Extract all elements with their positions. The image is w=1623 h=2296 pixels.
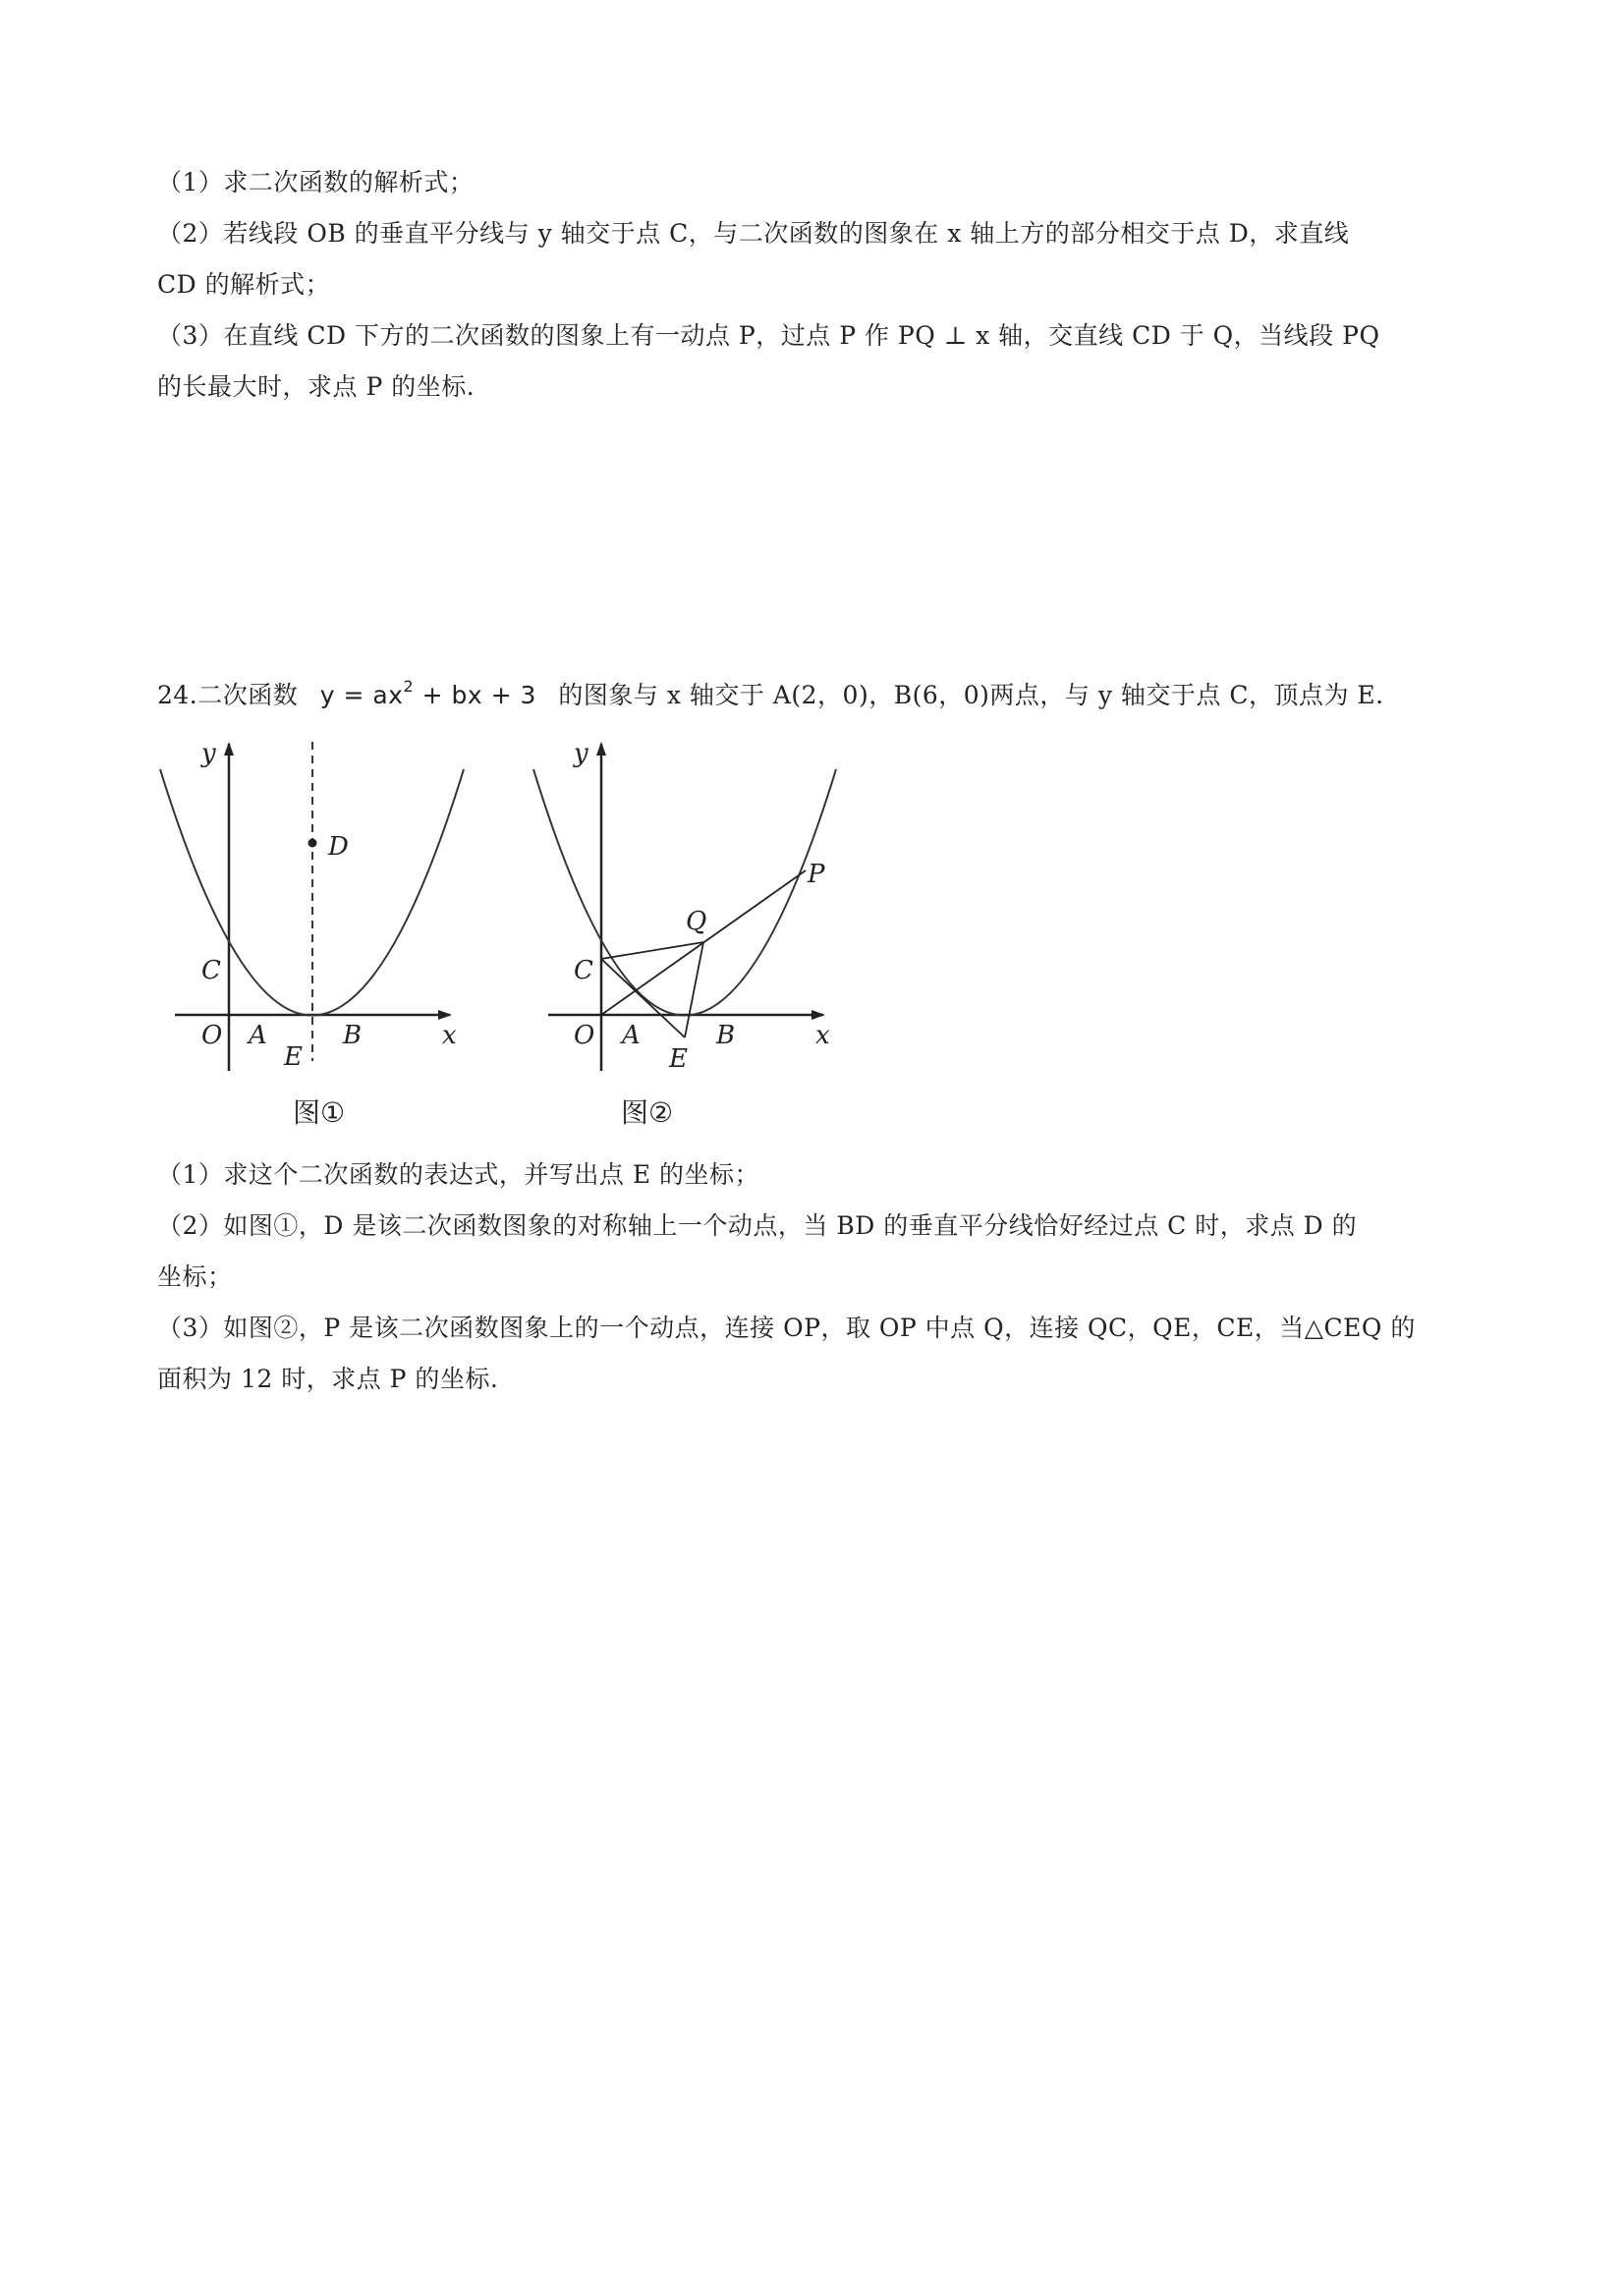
label-e: E	[669, 1044, 688, 1074]
quadratic-formula	[319, 677, 536, 709]
label-o: O	[201, 1021, 223, 1050]
prev-q2-line2: CD 的解析式；	[157, 270, 331, 299]
segment-qe	[685, 942, 703, 1037]
label-x: x	[442, 1021, 457, 1050]
prev-q3-line2: 的长最大时，求点 P 的坐标.	[157, 372, 476, 401]
label-d: D	[328, 832, 349, 862]
label-a: A	[249, 1021, 267, 1050]
label-p: P	[808, 860, 825, 889]
figure-1-caption: 图①	[293, 1096, 346, 1129]
figure-1	[147, 727, 481, 1140]
figure-2-caption: 图②	[621, 1096, 674, 1129]
label-a: A	[622, 1021, 641, 1050]
formula-exponent: 2	[403, 677, 415, 696]
stem-prefix: 24.二次函数	[157, 681, 299, 709]
problem-24-stem	[157, 678, 1384, 713]
prev-q3-line1: （3）在直线 CD 下方的二次函数的图象上有一动点 P，过点 P 作 PQ ⊥ x 轴，交直线 CD 于 Q，当线段 PQ	[157, 321, 1380, 350]
segment-qc	[601, 942, 703, 959]
label-b: B	[343, 1021, 363, 1050]
figure-1-svg	[147, 727, 481, 1140]
p24-q2-line1: （2）如图①，D 是该二次函数图象的对称轴上一个动点，当 BD 的垂直平分线恰好经过点 C 时，求点 D 的	[157, 1211, 1358, 1240]
label-y: y	[201, 739, 216, 768]
p24-q3-line1: （3）如图②，P 是该二次函数图象上的一个动点，连接 OP，取 OP 中点 Q，连接 QC，QE，CE，当△CEQ 的	[157, 1314, 1416, 1342]
label-o: O	[574, 1021, 595, 1050]
stem-suffix: 的图象与 x 轴交于 A(2，0)，B(6，0)两点，与 y 轴交于点 C，顶点为 E.	[558, 681, 1384, 709]
label-y: y	[574, 739, 588, 768]
label-e: E	[284, 1042, 303, 1072]
p24-q3-line2: 面积为 12 时，求点 P 的坐标.	[157, 1365, 499, 1393]
label-x: x	[815, 1021, 830, 1050]
label-c: C	[574, 956, 593, 985]
p24-q1: （1）求这个二次函数的表达式，并写出点 E 的坐标；	[157, 1160, 760, 1189]
prev-q2-line1: （2）若线段 OB 的垂直平分线与 y 轴交于点 C，与二次函数的图象在 x 轴上方的部分相交于点 D，求直线	[157, 219, 1350, 248]
figure-2	[521, 727, 865, 1140]
point-d	[308, 839, 317, 848]
p24-q2-line2: 坐标；	[157, 1262, 233, 1291]
label-b: B	[716, 1021, 736, 1050]
formula-left: y = ax	[319, 681, 404, 709]
label-q: Q	[686, 907, 707, 936]
label-c: C	[201, 956, 221, 985]
formula-right: + bx + 3	[414, 681, 536, 709]
prev-q1: （1）求二次函数的解析式；	[157, 168, 475, 196]
figure-2-svg	[521, 727, 865, 1140]
segment-ce	[601, 959, 685, 1037]
